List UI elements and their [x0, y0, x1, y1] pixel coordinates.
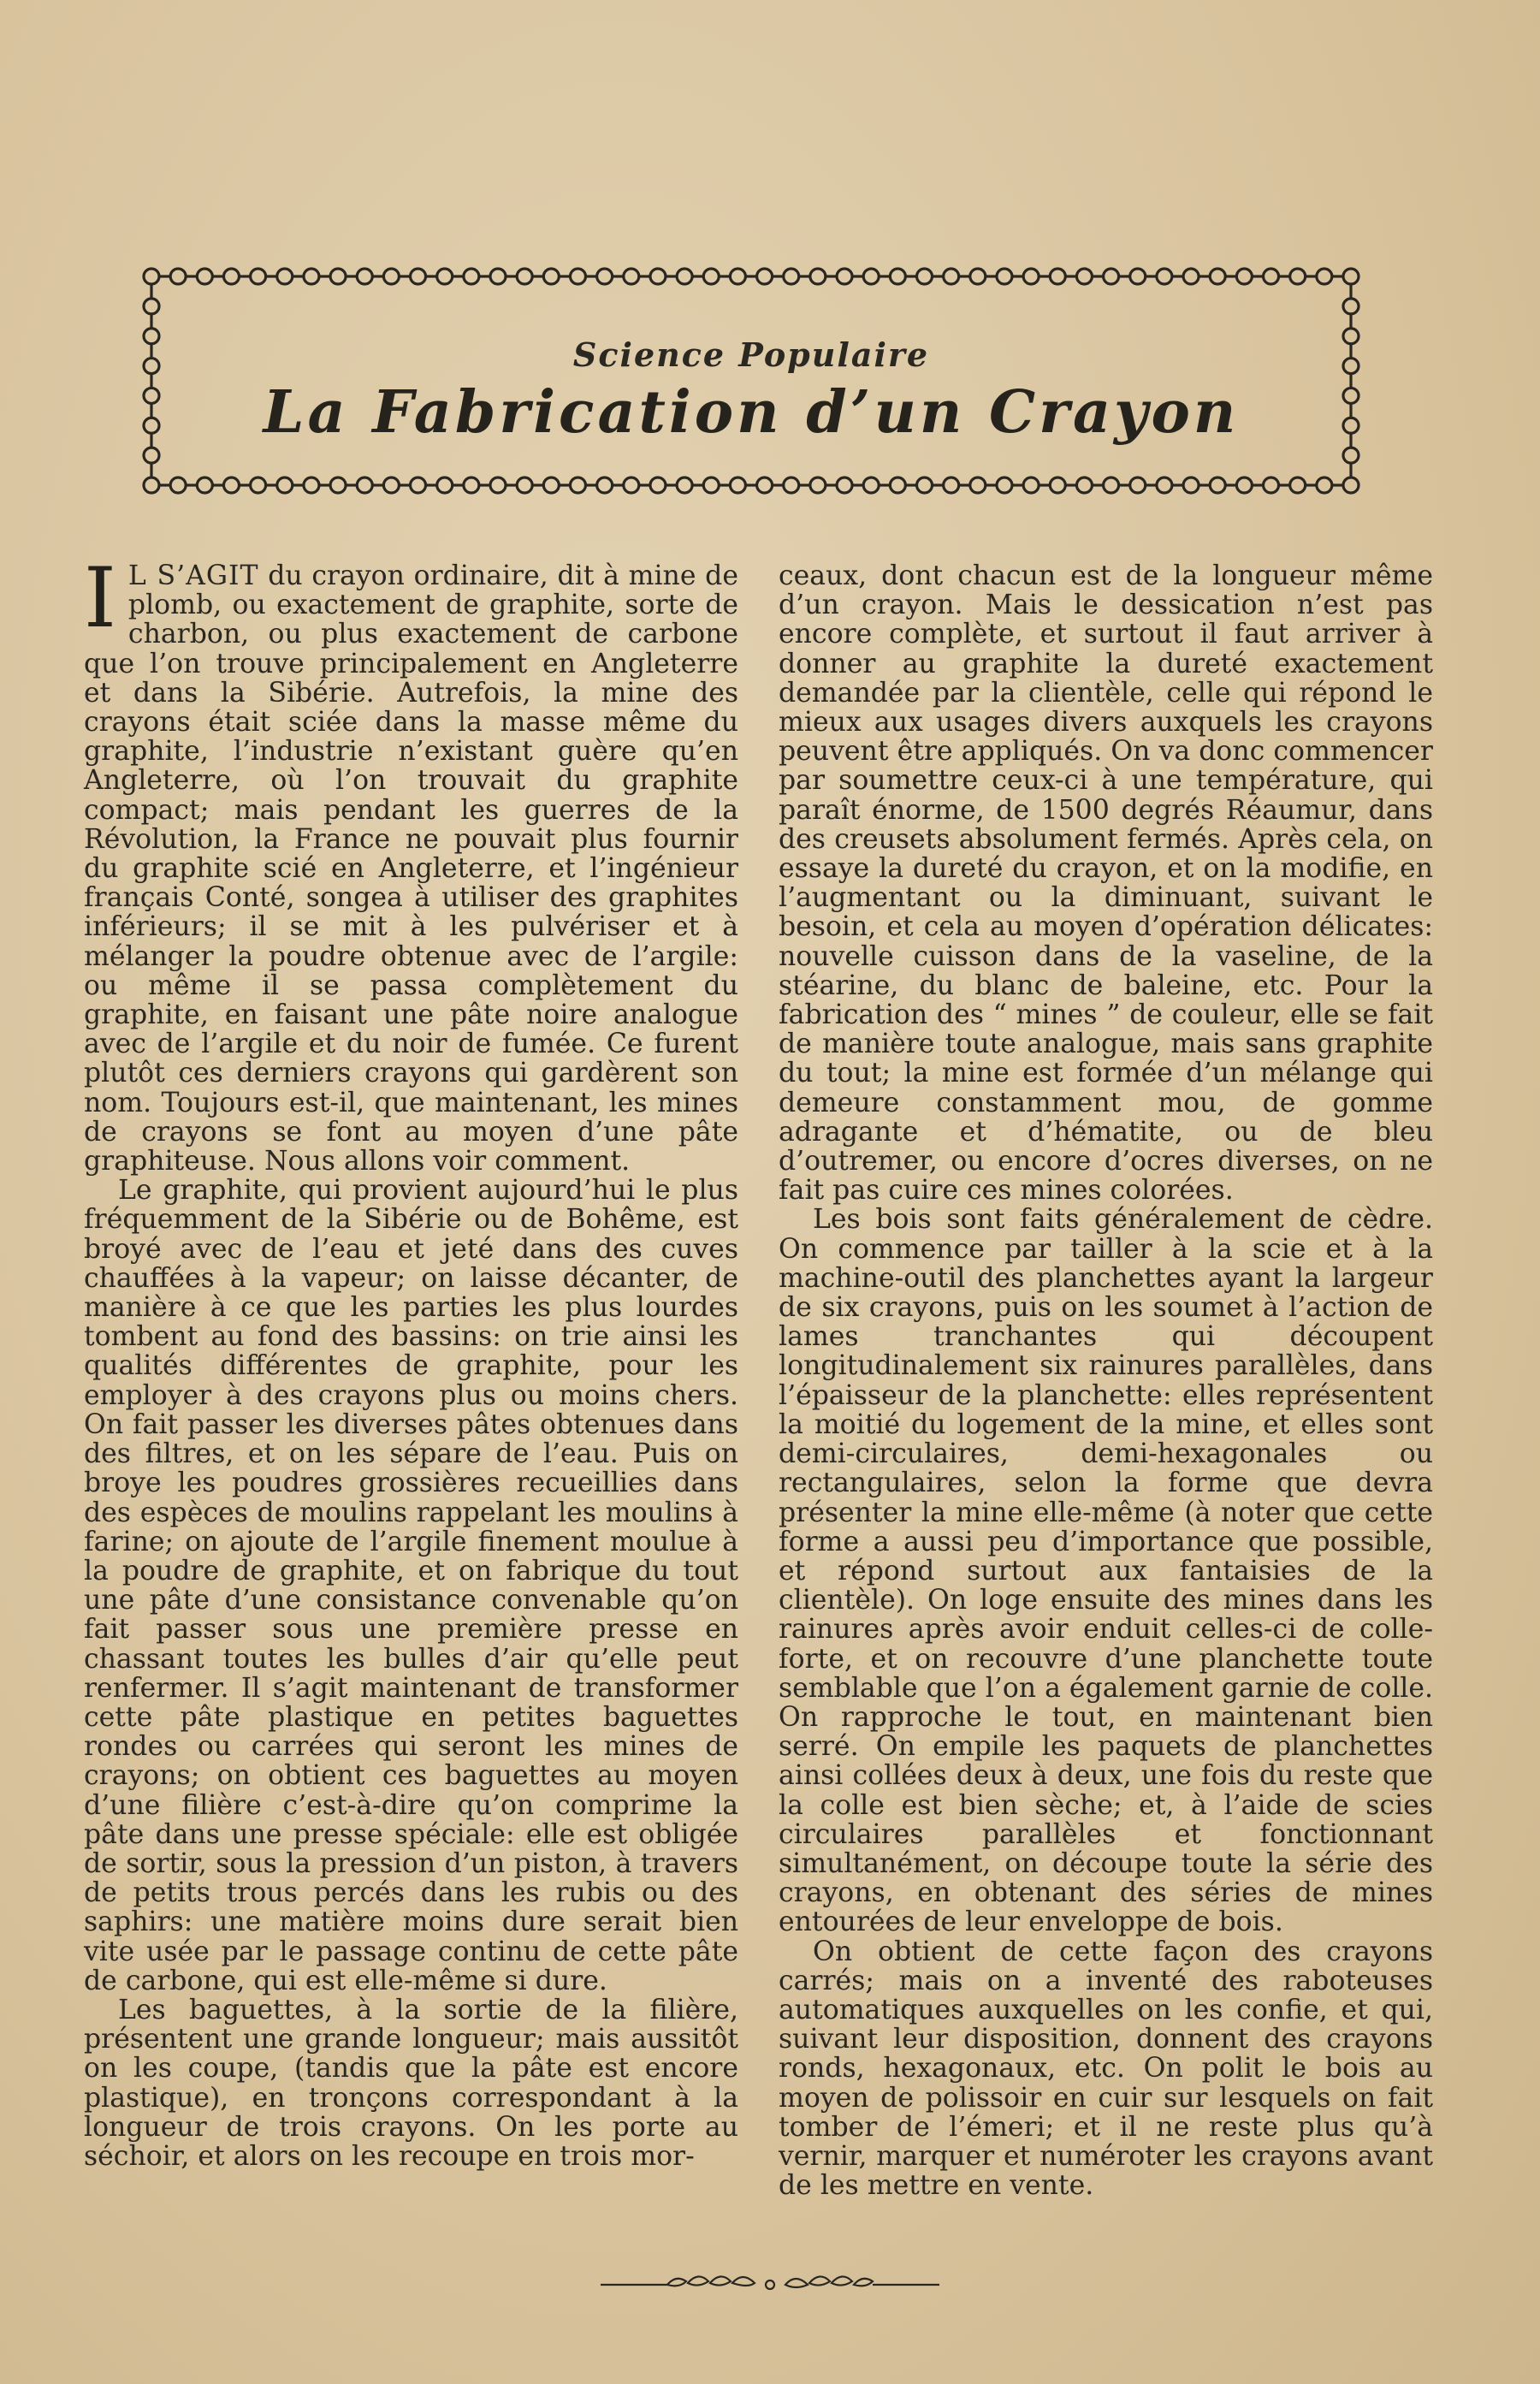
article-column-right	[779, 561, 1433, 2200]
title-chain-frame	[135, 260, 1367, 501]
paragraph-1	[84, 550, 738, 1177]
article-column-left	[84, 550, 738, 2172]
paragraph-5: Les bois sont faits généralement de cèdre. On commence par tailler à la scie et à la machine-outil des planchettes ayant la largeur de six crayons, puis on les soumet à l’action de lames tranchantes qui découpent longitudinalement six rainures parallèles, dans l’épaisseur de la planchette: elles représentent la moitié du logement de la mine, et elles sont demi-circulaires, demi-hexagonales ou rectangulaires, selon la forme que devra présenter la mine elle-même (à noter que cette forme a aussi peu d’importance que possible, et répond surtout aux fantaisies de la clientèle). On loge ensuite des mines dans les rainures après avoir enduit celles-ci de colle-forte, et on recouvre d’une planchette toute semblable que l’on a également garnie de colle. On rapproche le tout, en maintenant bien serré. On empile les paquets de planchettes ainsi collées deux à deux, une fois du reste que la colle est bien sèche; et, à l’aide de scies circulaires parallèles et fonctionnant simultanément, on découpe toute la série des crayons, en obtenant des séries de mines entourées de leur enveloppe de bois.	[779, 1204, 1433, 1938]
drop-cap: I	[84, 550, 116, 646]
paragraph-1-text: du crayon ordinaire, dit à mine de plomb, ou exactement de graphite, sorte de charbon, ou plus exactement de carbone que l’on trouve principalement en Angleterre et dans la Sibérie. Autrefois, la mine des crayons était sciée dans la masse même du graphite, l’industrie n’existant guère qu’en Angleterre, où l’on trouvait du graphite compact; mais pendant les guerres de la Révolution, la France ne pouvait plus fournir du graphite scié en Angleterre, et l’ingénieur français Conté, songea à utiliser des graphites inférieurs; il se mit à les pulvériser et à mélanger la poudre obtenue avec de l’argile: ou même il se passa complètement du graphite, en faisant une pâte noire analogue avec de l’argile et du noir de fumée. Ce furent plutôt ces derniers crayons qui gardèrent son nom. Toujours est-il, que maintenant, les mines de crayons se font au moyen d’une pâte graphiteuse. Nous allons voir comment.	[84, 560, 738, 1177]
section-kicker: Science Populaire	[572, 335, 930, 374]
paragraph-2: Le graphite, qui provient aujourd’hui le plus fréquemment de la Sibérie ou de Bohême, est broyé avec de l’eau et jeté dans des cuves chauffées à la vapeur; on laisse décanter, de manière à ce que les parties les plus lourdes tombent au fond des bassins: on trie ainsi les qualités différentes de graphite, pour les employer à des crayons plus ou moins chers. On fait passer les diverses pâtes obtenues dans des filtres, et on les sépare de l’eau. Puis on broye les poudres grossières recueillies dans des espèces de moulins rappelant les moulins à farine; on ajoute de l’argile finement moulue à la poudre de graphite, et on fabrique du tout une pâte d’une consistance convenable qu’on fait passer sous une première presse en chassant toutes les bulles d’air qu’elle peut renfermer. Il s’agit maintenant de transformer cette pâte plastique en petites baguettes rondes ou carrées qui seront les mines de crayons; on obtient ces baguettes au moyen d’une filière c’est-à-dire qu’on comprime la pâte dans une presse spéciale: elle est obligée de sortir, sous la pression d’un piston, à travers de petits trous percés dans les rubis ou des saphirs: une matière moins dure serait bien vite usée par le passage continu de cette pâte de carbone, qui est elle-même si dure.	[84, 1175, 738, 1996]
paragraph-4: ceaux, dont chacun est de la longueur même d’un crayon. Mais le dessication n’est pas encore complète, et surtout il faut arriver à donner au graphite la dureté exactement demandée par la clientèle, celle qui répond le mieux aux usages divers auxquels les crayons peuvent être appliqués. On va donc commencer par soumettre ceux-ci à une température, qui paraît énorme, de 1500 degrés Réaumur, dans des creusets absolument fermés. Après cela, on essaye la dureté du crayon, et on la modifie, en l’augmentant ou la diminuant, suivant le besoin, et cela au moyen d’opération délicates: nouvelle cuisson dans de la vaseline, de la stéarine, du blanc de baleine, etc. Pour la fabrication des “ mines ” de couleur, elle se fait de manière toute analogue, mais sans graphite du tout; la mine est formée d’un mélange qui demeure constamment mou, de gomme adragante et d’hématite, ou de bleu d’outremer, ou encore d’ocres diverses, on ne fait pas cuire ces mines colorées.	[779, 560, 1433, 1207]
article-title: La Fabrication d’un Crayon	[263, 378, 1240, 447]
lead-in-caps: L S’AGIT	[127, 560, 259, 591]
paragraph-6: On obtient de cette façon des crayons carrés; mais on a inventé des raboteuses automatiques auxquelles on les confie, et qui, suivant leur disposition, donnent des crayons ronds, hexagonaux, etc. On polit le bois au moyen de polissoir en cuir sur lesquels on fait tomber de l’émeri; et il ne reste plus qu’à vernir, marquer et numéroter les crayons avant de les mettre en vente.	[779, 1936, 1433, 2202]
paragraph-3: Les baguettes, à la sortie de la filière, présentent une grande longueur; mais aussitôt on les coupe, (tandis que la pâte est encore plastique), en tronçons correspondant à la longueur de trois crayons. On les porte au séchoir, et alors on les recoupe en trois mor-	[84, 1994, 738, 2172]
floral-divider-icon	[599, 2268, 941, 2302]
